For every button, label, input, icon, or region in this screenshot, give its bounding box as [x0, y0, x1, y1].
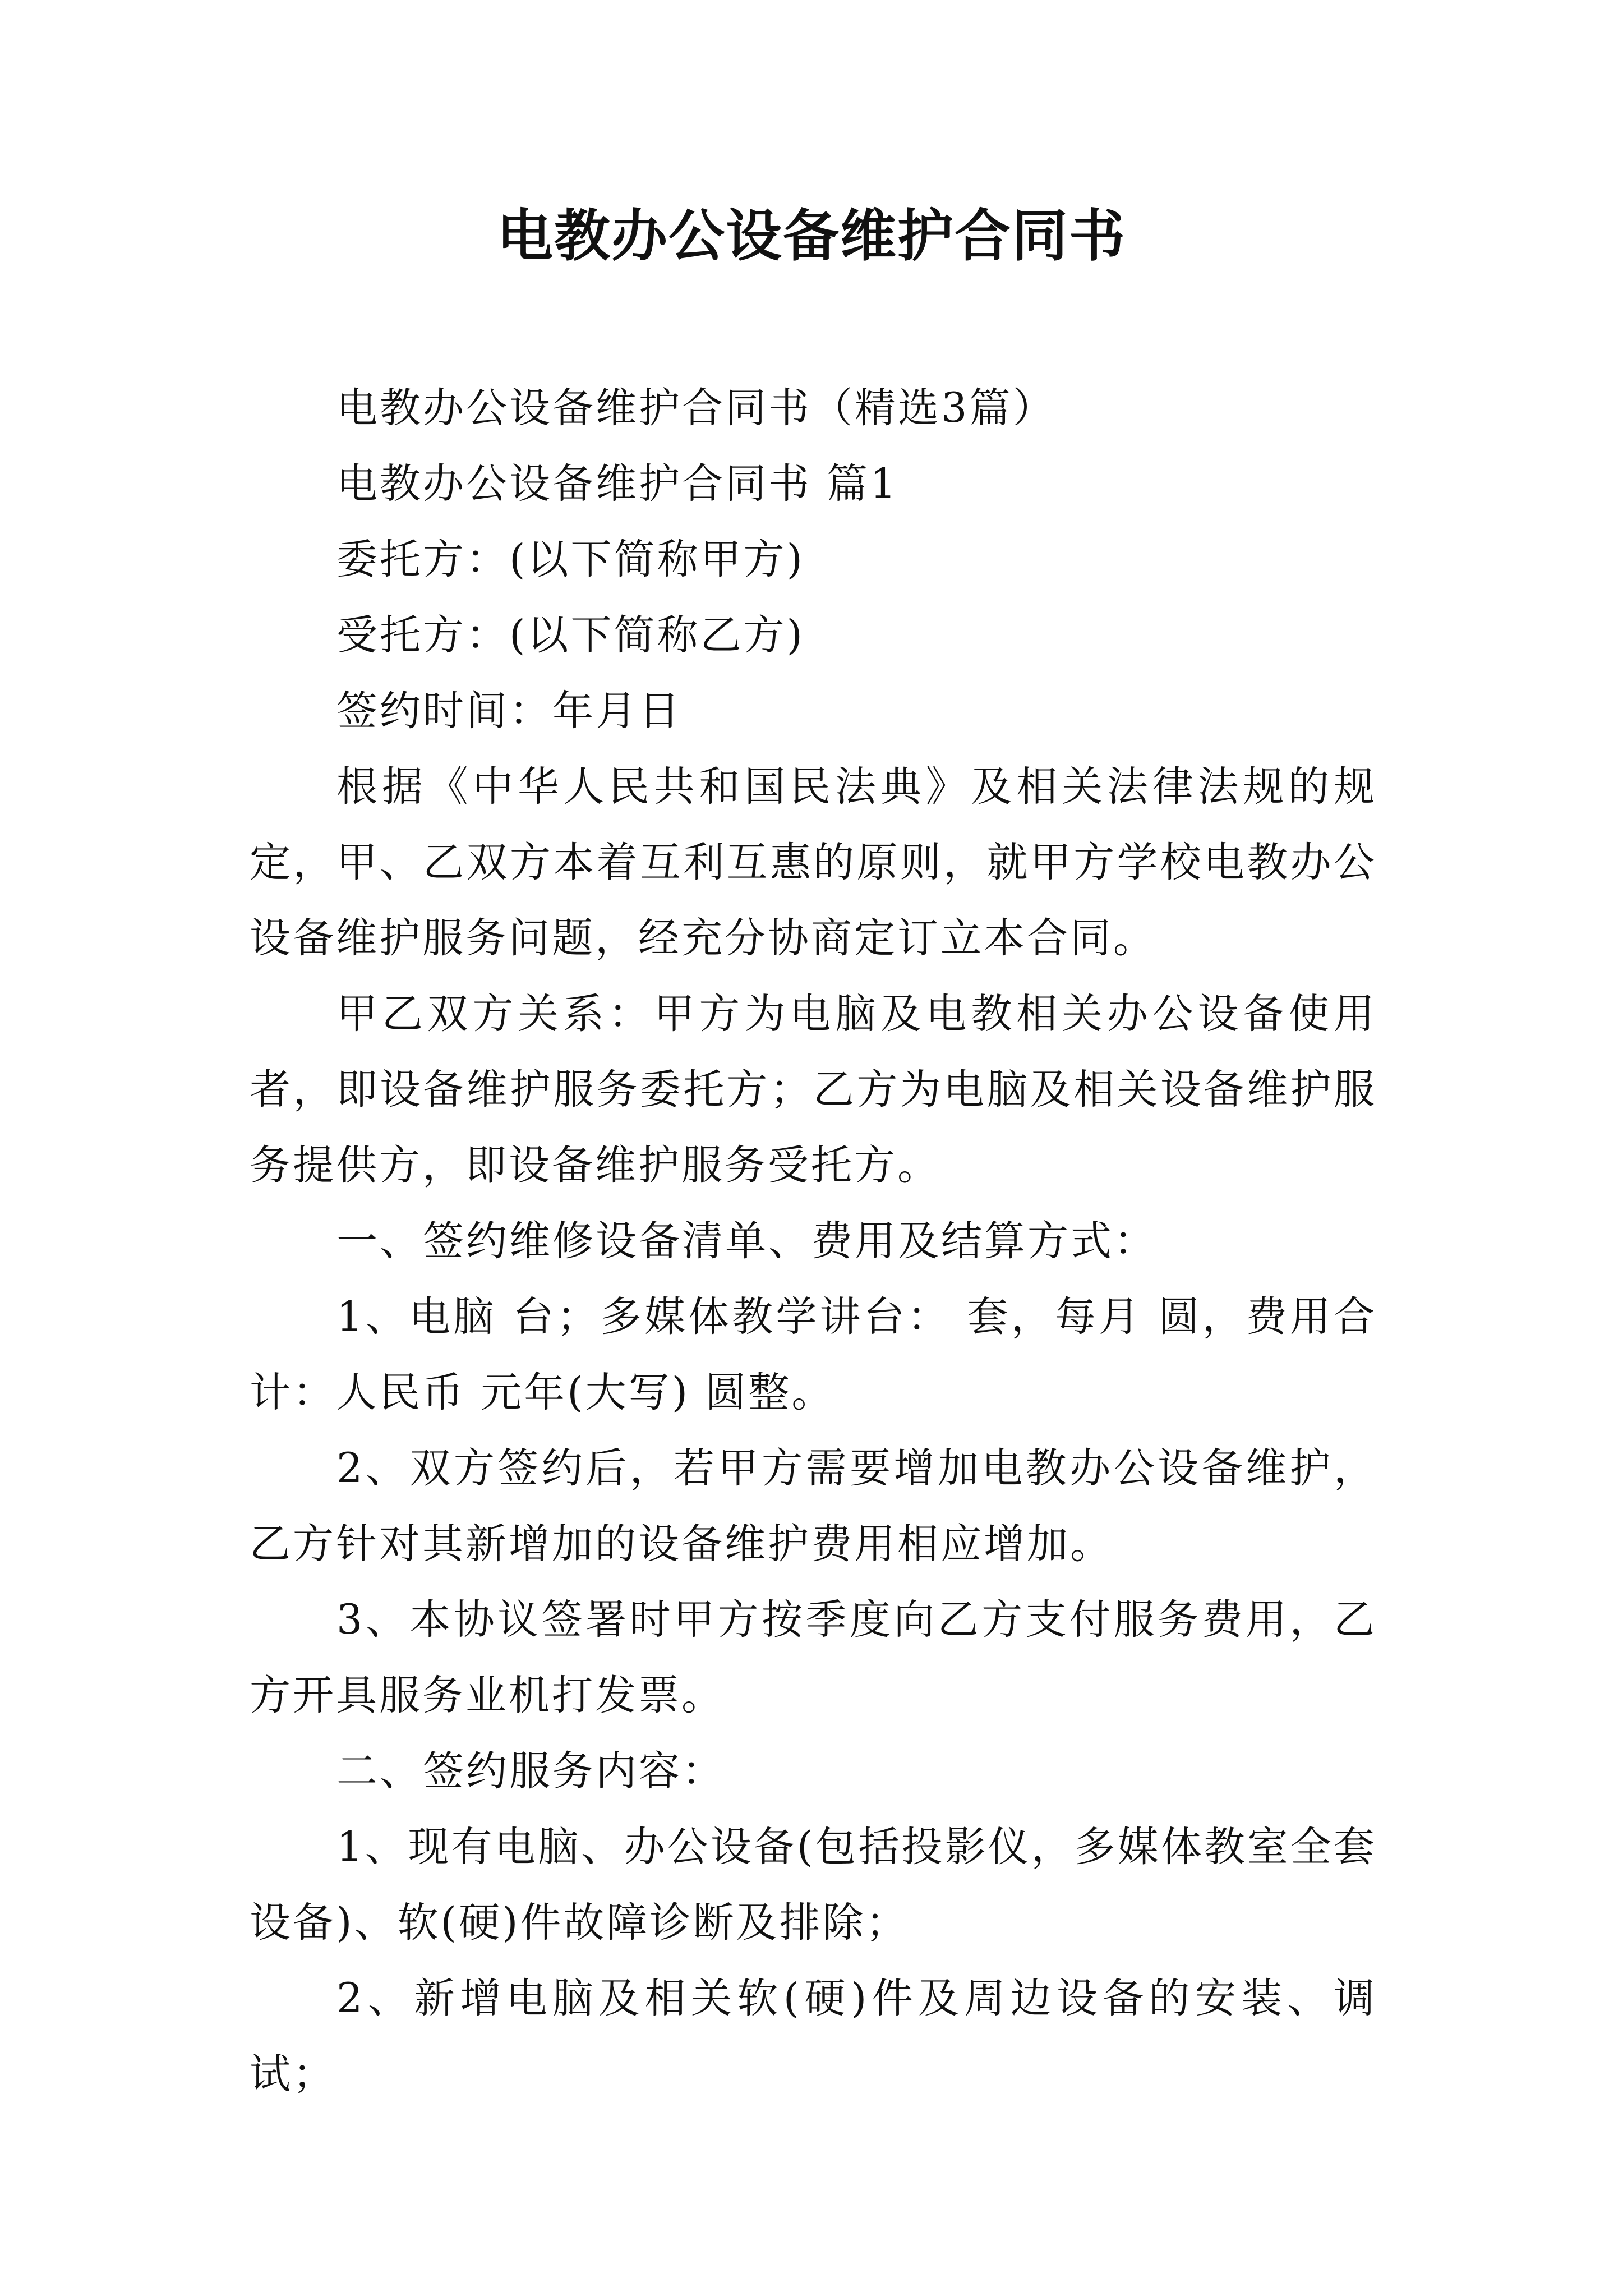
paragraph: 电教办公设备维护合同书（精选3篇）: [336, 384, 1056, 432]
document-body: [250, 370, 1377, 2112]
paragraph: 二、签约服务内容：: [336, 1747, 725, 1795]
paragraph: 1、现有电脑、办公设备(包括投影仪，多媒体教室全套设备)、软(硬)件故障诊断及排除；: [250, 1823, 1377, 1947]
paragraph: 一、签约维修设备清单、费用及结算方式：: [336, 1217, 1157, 1265]
paragraph: 电教办公设备维护合同书 篇1: [336, 460, 898, 508]
paragraph: 委托方：(以下简称甲方): [336, 536, 805, 583]
paragraph: 2、双方签约后，若甲方需要增加电教办公设备维护，乙方针对其新增加的设备维护费用相应增加。: [250, 1444, 1377, 1568]
paragraph: 根据《中华人民共和国民法典》及相关法律法规的规定，甲、乙双方本着互利互惠的原则，就甲方学校电教办公设备维护服务问题，经充分协商定订立本合同。: [250, 763, 1377, 962]
paragraph: 签约时间：年月日: [336, 687, 682, 735]
paragraph: 受托方：(以下简称乙方): [336, 611, 805, 659]
paragraph: 甲乙双方关系：甲方为电脑及电教相关办公设备使用者，即设备维护服务委托方；乙方为电脑及相关设备维护服务提供方，即设备维护服务受托方。: [250, 990, 1377, 1189]
paragraph: 1、电脑 台；多媒体教学讲台： 套，每月 圆，费用合计：人民币 元年(大写) 圆整。: [250, 1293, 1377, 1416]
paragraph: 3、本协议签署时甲方按季度向乙方支付服务费用，乙方开具服务业机打发票。: [250, 1596, 1377, 1719]
document-title: 电教办公设备维护合同书: [497, 203, 1126, 269]
paragraph: 2、新增电脑及相关软(硬)件及周边设备的安装、调试；: [250, 1975, 1377, 2098]
